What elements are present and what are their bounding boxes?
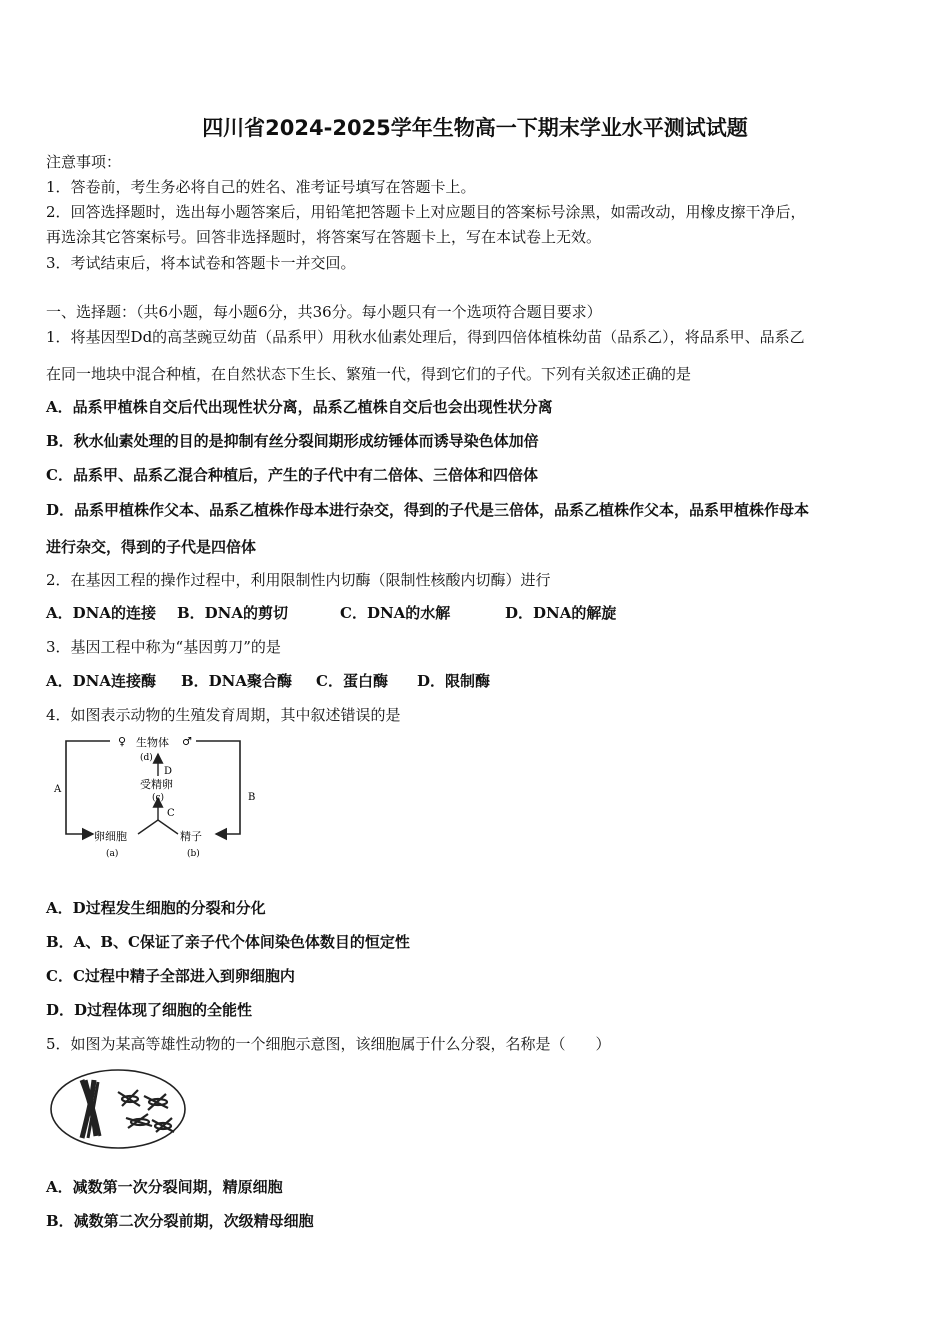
q3-option-c: C．蛋白酶	[316, 672, 388, 690]
q2-option-b: B．DNA的剪切	[177, 604, 289, 622]
q4-stem: 4．如图表示动物的生殖发育周期，其中叙述错误的是	[46, 706, 401, 724]
q1-option-b: B．秋水仙素处理的目的是抑制有丝分裂间期形成纺锤体而诱导染色体加倍	[46, 432, 539, 450]
label-d: D	[164, 766, 173, 777]
zygote-tag: (c)	[152, 793, 165, 803]
q1-option-d-cont: 进行杂交，得到的子代是四倍体	[46, 538, 257, 556]
organism-label: 生物体	[136, 736, 169, 749]
q1-option-c: C．品系甲、品系乙混合种植后，产生的子代中有二倍体、三倍体和四倍体	[46, 466, 538, 484]
q1-stem-cont: 在同一地块中混合种植，在自然状态下生长、繁殖一代，得到它们的子代。下列有关叙述正确的是	[46, 365, 692, 383]
arrow-c-branches	[138, 820, 178, 834]
q3-option-b: B．DNA聚合酶	[181, 672, 293, 690]
notice-item: 1．答卷前，考生务必将自己的姓名、准考证号填写在答题卡上。	[46, 178, 476, 196]
egg-tag: (a)	[106, 849, 119, 859]
q2-options	[46, 603, 616, 623]
page-title: 四川省2024-2025学年生物高一下期末学业水平测试试题	[202, 116, 748, 140]
q3-stem: 3．基因工程中称为“基因剪刀”的是	[46, 638, 281, 656]
female-symbol: ♀	[118, 735, 127, 748]
sperm-tag: (b)	[187, 849, 200, 859]
q4-option-c: C．C过程中精子全部进入到卵细胞内	[46, 967, 295, 985]
egg-label: 卵细胞	[94, 830, 127, 843]
notice-item: 2．回答选择题时，选出每小题答案后，用铅笔把答题卡上对应题目的答案标号涂黑，如需改动，用橡皮擦干净后，	[46, 203, 806, 221]
male-symbol: ♂	[182, 735, 192, 748]
sperm-label: 精子	[180, 830, 202, 843]
label-b: B	[248, 792, 256, 803]
q5-option-a: A．减数第一次分裂间期，精原细胞	[46, 1178, 283, 1196]
q2-option-d: D．DNA的解旋	[505, 604, 617, 622]
q2-option-a: A．DNA的连接	[46, 604, 156, 622]
q2-stem: 2．在基因工程的操作过程中，利用限制性内切酶（限制性核酸内切酶）进行	[46, 571, 551, 589]
q3-option-d: D．限制酶	[417, 672, 491, 690]
q2-option-c: C．DNA的水解	[340, 604, 451, 622]
arrow-a	[66, 741, 110, 834]
chromosome-right	[118, 1090, 174, 1132]
notice-heading: 注意事项：	[46, 153, 122, 171]
cell-membrane	[51, 1070, 185, 1148]
section-heading: 一、选择题：（共6小题，每小题6分，共36分。每小题只有一个选项符合题目要求）	[46, 303, 602, 321]
arrow-b	[196, 741, 240, 834]
cell-diagram	[48, 1066, 190, 1152]
q1-option-d: D．品系甲植株作父本、品系乙植株作母本进行杂交，得到的子代是三倍体，品系乙植株作父本，品系甲植株作母本	[46, 501, 810, 519]
q5-option-b: B．减数第二次分裂前期，次级精母细胞	[46, 1212, 314, 1230]
q1-stem: 1．将基因型Dd的高茎豌豆幼苗（品系甲）用秋水仙素处理后，得到四倍体植株幼苗（品系乙），将品系甲、品系乙	[46, 328, 805, 346]
chromosome-left	[82, 1080, 100, 1138]
label-a: A	[54, 784, 62, 795]
q4-option-d: D．D过程体现了细胞的全能性	[46, 1001, 253, 1019]
cell-svg	[48, 1066, 190, 1152]
label-c: C	[167, 808, 175, 819]
notice-item: 再选涂其它答案标号。回答非选择题时，将答案写在答题卡上，写在本试卷上无效。	[46, 228, 602, 246]
q4-option-a: A．D过程发生细胞的分裂和分化	[46, 899, 266, 917]
q5-stem: 5．如图为某高等雄性动物的一个细胞示意图，该细胞属于什么分裂，名称是（ ）	[46, 1035, 611, 1053]
notice-item: 3．考试结束后，将本试卷和答题卡一并交回。	[46, 254, 356, 272]
life-cycle-svg	[48, 730, 268, 870]
organism-tag: (d)	[140, 753, 153, 763]
q4-option-b: B．A、B、C保证了亲子代个体间染色体数目的恒定性	[46, 933, 410, 951]
q3-option-a: A．DNA连接酶	[46, 672, 156, 690]
zygote-label: 受精卵	[140, 778, 173, 791]
q1-option-a: A．品系甲植株自交后代出现性状分离，品系乙植株自交后也会出现性状分离	[46, 398, 553, 416]
life-cycle-diagram	[48, 730, 268, 870]
q3-options	[46, 671, 490, 691]
